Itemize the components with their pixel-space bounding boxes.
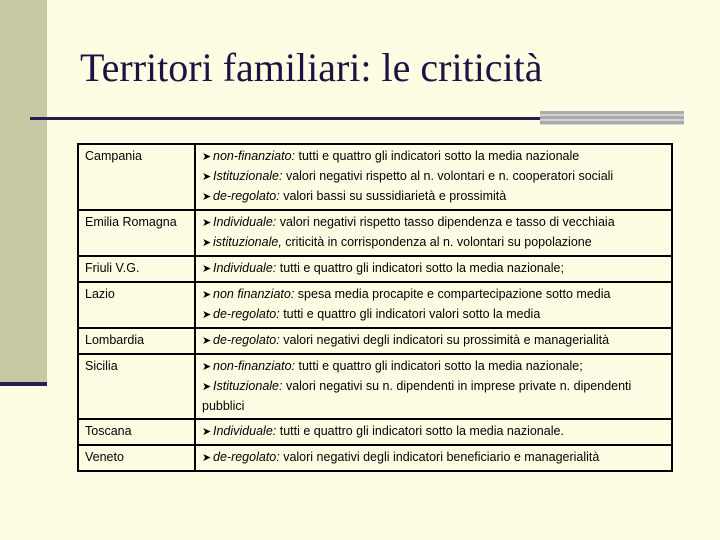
criticality-text: valori negativi degli indicatori beneficiario e managerialità [279, 450, 600, 464]
criticality-cell [195, 354, 672, 419]
criticality-item [202, 187, 665, 207]
criticality-item [202, 305, 665, 325]
criticality-category: Individuale: [213, 215, 277, 229]
criticality-text: tutti e quattro gli indicatori sotto la media nazionale; [295, 359, 583, 373]
arrow-bullet-icon: ➤ [202, 452, 212, 464]
criticality-text: valori negativi su n. dipendenti in imprese private n. dipendenti pubblici [202, 379, 632, 413]
table-body [78, 144, 672, 471]
criticality-cell [195, 328, 672, 354]
arrow-bullet-icon: ➤ [202, 289, 212, 301]
criticality-text: valori negativi rispetto tasso dipendenza e tasso di vecchiaia [276, 215, 615, 229]
region-cell: Friuli V.G. [78, 256, 195, 282]
criticality-text: tutti e quattro gli indicatori sotto la media nazionale. [276, 424, 564, 438]
arrow-bullet-icon: ➤ [202, 309, 212, 321]
arrow-bullet-icon: ➤ [202, 237, 212, 249]
criticality-category: Istituzionale: [213, 379, 283, 393]
region-cell: Campania [78, 144, 195, 210]
criticality-category: Individuale: [213, 424, 277, 438]
table-row [78, 144, 672, 210]
criticality-category: non-finanziato: [213, 359, 296, 373]
criticality-category: istituzionale, [213, 235, 282, 249]
criticality-category: de-regolato: [213, 307, 280, 321]
criticality-cell [195, 419, 672, 445]
arrow-bullet-icon: ➤ [202, 381, 212, 393]
arrow-bullet-icon: ➤ [202, 171, 212, 183]
criticality-item [202, 357, 665, 377]
criticality-table [77, 143, 673, 472]
table-row [78, 210, 672, 256]
criticality-cell [195, 282, 672, 328]
region-cell: Sicilia [78, 354, 195, 419]
title-underline [30, 117, 540, 120]
criticality-item [202, 285, 665, 305]
criticality-text: criticità in corrispondenza al n. volontari su popolazione [281, 235, 592, 249]
criticality-item [202, 422, 665, 442]
region-cell: Lazio [78, 282, 195, 328]
criticality-item [202, 233, 665, 253]
table-row [78, 419, 672, 445]
table-row [78, 282, 672, 328]
region-cell: Lombardia [78, 328, 195, 354]
arrow-bullet-icon: ➤ [202, 263, 212, 275]
region-cell: Toscana [78, 419, 195, 445]
left-accent-bar [0, 0, 47, 382]
arrow-bullet-icon: ➤ [202, 335, 212, 347]
criticality-category: de-regolato: [213, 333, 280, 347]
left-accent-bar-foot [0, 382, 47, 386]
criticality-item [202, 259, 665, 279]
title-underline-accent [540, 111, 684, 125]
arrow-bullet-icon: ➤ [202, 361, 212, 373]
criticality-text: valori negativi degli indicatori su prossimità e managerialità [279, 333, 610, 347]
arrow-bullet-icon: ➤ [202, 151, 212, 163]
criticality-text: tutti e quattro gli indicatori valori sotto la media [279, 307, 541, 321]
criticality-item [202, 377, 665, 416]
region-cell: Emilia Romagna [78, 210, 195, 256]
criticality-cell [195, 144, 672, 210]
slide-title: Territori familiari: le criticità [80, 45, 543, 90]
criticality-category: de-regolato: [213, 450, 280, 464]
criticality-cell [195, 210, 672, 256]
table-row [78, 445, 672, 471]
arrow-bullet-icon: ➤ [202, 217, 212, 229]
criticality-text: valori negativi rispetto al n. volontari e n. cooperatori sociali [282, 169, 614, 183]
arrow-bullet-icon: ➤ [202, 191, 212, 203]
criticality-cell [195, 445, 672, 471]
criticality-category: non-finanziato: [213, 149, 296, 163]
criticality-item [202, 213, 665, 233]
criticality-category: non finanziato: [213, 287, 295, 301]
criticality-item [202, 167, 665, 187]
criticality-item [202, 448, 665, 468]
criticality-category: Istituzionale: [213, 169, 283, 183]
criticality-category: Individuale: [213, 261, 277, 275]
criticality-text: valori bassi su sussidiarietà e prossimità [279, 189, 507, 203]
region-cell: Veneto [78, 445, 195, 471]
criticality-cell [195, 256, 672, 282]
arrow-bullet-icon: ➤ [202, 426, 212, 438]
criticality-item [202, 147, 665, 167]
criticality-category: de-regolato: [213, 189, 280, 203]
table-row [78, 354, 672, 419]
criticality-text: tutti e quattro gli indicatori sotto la media nazionale; [276, 261, 564, 275]
table-row [78, 328, 672, 354]
criticality-text: tutti e quattro gli indicatori sotto la media nazionale [295, 149, 580, 163]
table-row [78, 256, 672, 282]
criticality-text: spesa media procapite e compartecipazione sotto media [294, 287, 611, 301]
criticality-item [202, 331, 665, 351]
